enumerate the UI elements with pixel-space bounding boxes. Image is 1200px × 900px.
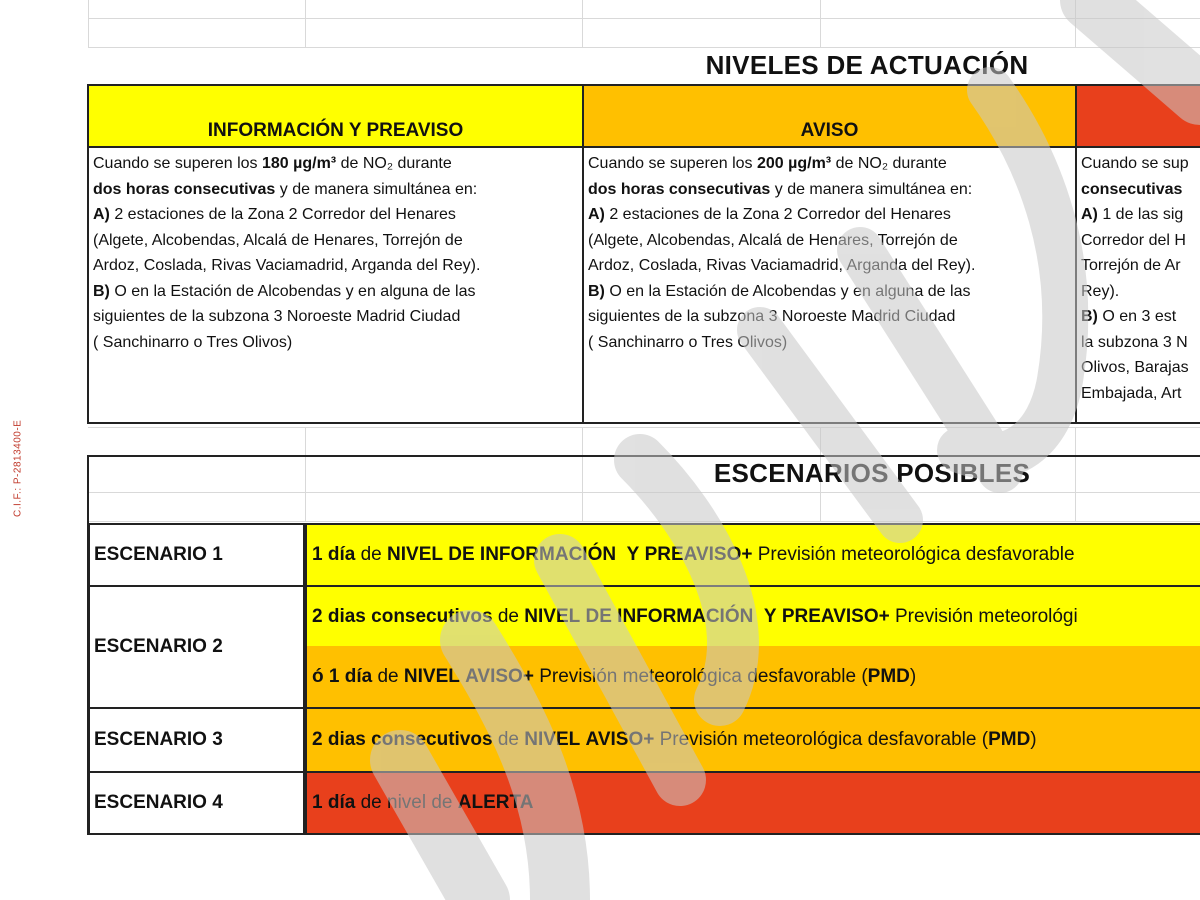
description-line (93, 330, 578, 356)
description-line (93, 177, 578, 203)
description-bold: B) (93, 282, 110, 300)
level-description (584, 148, 1075, 358)
description-text: Ardoz, Coslada, Rivas Vaciamadrid, Arganda del Rey). (93, 257, 481, 274)
description-text: 1 de las sig (1097, 206, 1184, 223)
scenario-text-bold: 2 dias consecutivos (312, 605, 493, 627)
scenario-text: Previsión meteorológi (889, 605, 1078, 627)
description-text: Torrejón de Ar (1081, 257, 1181, 274)
description-line (1081, 228, 1200, 254)
scenario-text-bold: 2 dias consecutivos (312, 729, 493, 750)
description-text: Rey). (1081, 282, 1120, 300)
description-bold: A) (1081, 206, 1098, 223)
gridline (820, 0, 821, 48)
description-text: la subzona 3 N (1081, 333, 1188, 351)
description-line (588, 202, 1071, 228)
scenario-1-label: ESCENARIO 1 (88, 523, 305, 587)
description-text: O en la Estación de Alcobendas y en alguna de las (109, 282, 476, 300)
cif-side-text: C.I.F.: P-2813400-E (12, 419, 24, 517)
scenario-4-label: ESCENARIO 4 (88, 771, 305, 835)
scenario-text: Previsión meteorológica desfavorable (752, 544, 1075, 565)
description-bold: B) (588, 282, 605, 300)
description-text: Cuando se superen los (93, 155, 262, 172)
description-text: siguientes de la subzona 3 Noroeste Madrid Ciudad (588, 308, 956, 325)
description-line (1081, 177, 1200, 203)
scenario-2-cell-a (305, 585, 1200, 648)
description-line (93, 279, 578, 305)
description-line (93, 228, 578, 254)
level-description (89, 148, 582, 358)
scenario-text-bold: PMD (867, 665, 910, 687)
scenario-text: Previsión meteorológica desfavorable ( (533, 665, 868, 687)
description-text: de NO₂ durante (336, 155, 452, 172)
description-line (588, 151, 1071, 177)
scenario-text: ) (1030, 729, 1037, 750)
gridline (305, 0, 306, 48)
scenario-4-cell (305, 771, 1200, 835)
description-text: y de manera simultánea en: (770, 180, 973, 198)
description-text: 2 estaciones de la Zona 2 Corredor del Henares (604, 206, 951, 223)
level-description (1077, 148, 1200, 409)
description-line (93, 253, 578, 279)
description-bold: consecutivas (1081, 180, 1183, 198)
gridline (1075, 0, 1076, 48)
description-bold: dos horas consecutivas (588, 180, 771, 198)
description-text: (Algete, Alcobendas, Alcalá de Henares, Torrejón de (93, 231, 463, 249)
description-bold: 200 µg/m³ (757, 155, 832, 172)
level-header (1077, 86, 1200, 148)
description-line (1081, 355, 1200, 381)
description-bold: dos horas consecutivas (93, 180, 276, 198)
scenario-1-cell (305, 523, 1200, 587)
description-line (93, 202, 578, 228)
scenario-text-bold: NIVEL AVISO+ (524, 729, 655, 750)
description-line (588, 177, 1071, 203)
scenario-2-label: ESCENARIO 2 (88, 585, 305, 709)
description-line (1081, 151, 1200, 177)
description-text: 2 estaciones de la Zona 2 Corredor del Henares (109, 206, 456, 223)
description-line (93, 151, 578, 177)
scenario-text-bold: ALERTA (457, 792, 534, 813)
description-line (588, 279, 1071, 305)
scenario-text-bold: 1 día (312, 792, 356, 813)
description-text: O en la Estación de Alcobendas y en alguna de las (604, 282, 971, 300)
description-text: Ardoz, Coslada, Rivas Vaciamadrid, Arganda del Rey). (588, 257, 976, 274)
description-line (1081, 381, 1200, 407)
description-text: de NO₂ durante (831, 155, 947, 172)
description-line (1081, 202, 1200, 228)
level-column-informacion (87, 84, 584, 424)
scenario-3-cell (305, 707, 1200, 773)
level-header: INFORMACIÓN Y PREAVISO (89, 86, 582, 148)
description-line (1081, 330, 1200, 356)
scenario-text: de (492, 729, 525, 750)
description-line (588, 253, 1071, 279)
gridline (88, 427, 1200, 428)
description-bold: A) (93, 206, 110, 223)
scenario-text: de (492, 605, 525, 627)
description-line (1081, 253, 1200, 279)
description-line (588, 228, 1071, 254)
scenario-3-label: ESCENARIO 3 (88, 707, 305, 773)
gridline (582, 0, 583, 48)
scenario-text-bold: NIVEL AVISO+ (403, 665, 534, 687)
description-line (1081, 304, 1200, 330)
description-line (588, 330, 1071, 356)
niveles-title: NIVELES DE ACTUACIÓN (705, 50, 1029, 80)
scenario-text: Previsión meteorológica desfavorable ( (654, 729, 989, 750)
description-text: y de manera simultánea en: (275, 180, 478, 198)
level-column-alerta (1075, 84, 1200, 424)
scenario-text: de (355, 544, 388, 565)
gridline (88, 0, 89, 48)
scenario-text: ) (909, 665, 917, 687)
description-text: O en 3 est (1097, 308, 1177, 325)
description-text: ( Sanchinarro o Tres Olivos) (93, 333, 293, 351)
gridline (88, 18, 1200, 19)
description-line (93, 304, 578, 330)
scenario-text-bold: PMD (988, 729, 1031, 750)
level-header: AVISO (584, 86, 1075, 148)
description-text: Corredor del H (1081, 231, 1186, 249)
description-line (588, 304, 1071, 330)
description-text: Olivos, Barajas (1081, 359, 1189, 376)
description-text: (Algete, Alcobendas, Alcalá de Henares, Torrejón de (588, 231, 958, 249)
scenario-text-bold: ó 1 día (312, 665, 373, 687)
description-text: Cuando se sup (1081, 155, 1189, 172)
description-bold: A) (588, 206, 605, 223)
scenario-text: de nivel de (355, 792, 458, 813)
description-text: Embajada, Art (1081, 384, 1182, 402)
level-column-aviso (582, 84, 1077, 424)
description-bold: 180 µg/m³ (262, 155, 337, 172)
escenarios-title: ESCENARIOS POSIBLES (713, 458, 1031, 488)
scenario-text-bold: 1 día (312, 544, 356, 565)
description-text: Cuando se superen los (588, 155, 757, 172)
scenario-text-bold: NIVEL DE INFORMACIÓN Y PREAVISO+ (524, 605, 890, 627)
scenario-text-bold: NIVEL DE INFORMACIÓN Y PREAVISO+ (387, 544, 753, 565)
scenario-text: de (372, 665, 404, 687)
scenario-2-cell-b (305, 646, 1200, 709)
description-bold: B) (1081, 308, 1098, 325)
gridline (88, 47, 1200, 48)
description-text: siguientes de la subzona 3 Noroeste Madrid Ciudad (93, 308, 461, 325)
description-text: ( Sanchinarro o Tres Olivos) (588, 333, 788, 351)
description-line (1081, 279, 1200, 305)
